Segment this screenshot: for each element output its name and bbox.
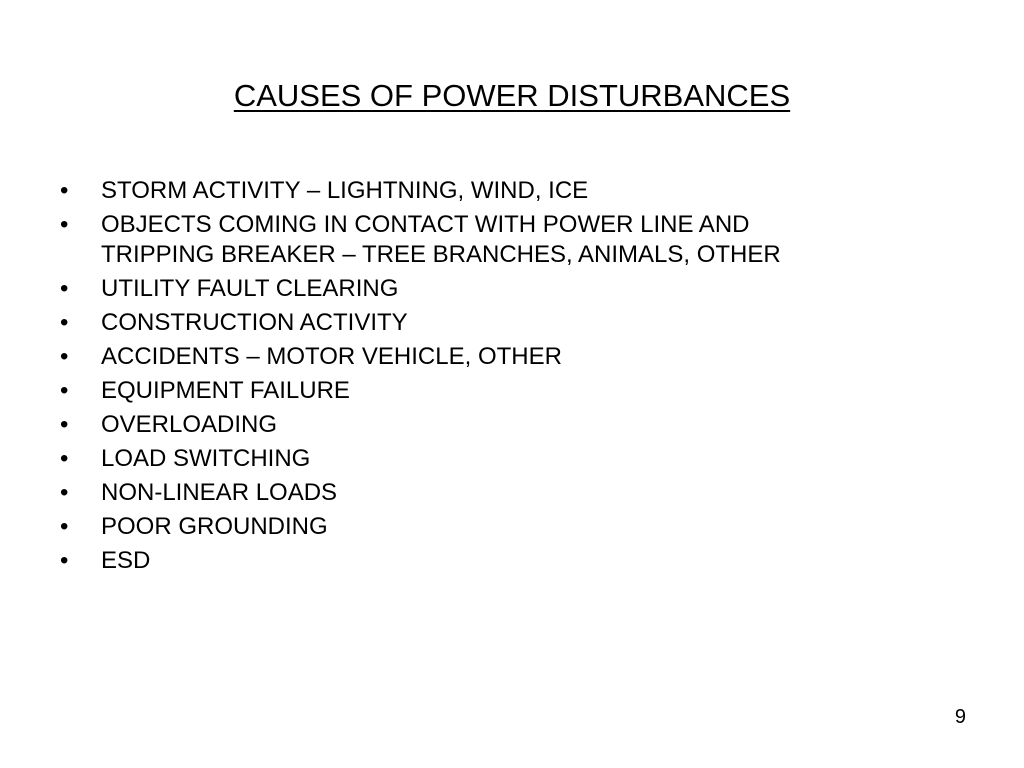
page-number: 9: [954, 706, 966, 728]
bullet-text: NON-LINEAR LOADS: [101, 479, 338, 506]
bullet-item: [60, 478, 960, 508]
bullet-marker: •: [60, 309, 69, 336]
bullet-item: [60, 376, 960, 406]
bullet-item: [60, 444, 960, 474]
bullet-text: LOAD SWITCHING: [101, 445, 311, 472]
bullet-marker: •: [60, 479, 69, 506]
bullet-item: [60, 210, 960, 270]
bullet-item: [60, 308, 960, 338]
bullet-marker: •: [60, 445, 69, 472]
bullet-marker: •: [60, 275, 69, 302]
bullet-text: POOR GROUNDING: [101, 513, 328, 540]
bullet-marker: •: [60, 177, 69, 204]
bullet-marker: •: [60, 377, 69, 404]
bullet-marker: •: [60, 211, 69, 238]
bullet-text: STORM ACTIVITY – LIGHTNING, WIND, ICE: [101, 177, 589, 204]
bullet-text: OBJECTS COMING IN CONTACT WITH POWER LINE AND TRIPPING BREAKER – TREE BRANCHES, ANIMALS, OTHER: [101, 211, 781, 268]
bullet-text: ACCIDENTS – MOTOR VEHICLE, OTHER: [101, 343, 562, 370]
bullet-marker: •: [60, 343, 69, 370]
bullet-text: OVERLOADING: [101, 411, 278, 438]
bullet-marker: •: [60, 547, 69, 574]
bullet-list: [60, 176, 960, 580]
bullet-item: [60, 512, 960, 542]
bullet-text: UTILITY FAULT CLEARING: [101, 275, 399, 302]
bullet-text: CONSTRUCTION ACTIVITY: [101, 309, 408, 336]
bullet-text: EQUIPMENT FAILURE: [101, 377, 350, 404]
bullet-marker: •: [60, 513, 69, 540]
bullet-item: [60, 176, 960, 206]
slide-title: [0, 76, 1024, 116]
bullet-item: [60, 342, 960, 372]
bullet-text: ESD: [101, 547, 151, 574]
bullet-item: [60, 546, 960, 576]
slide-title-text: CAUSES OF POWER DISTURBANCES: [233, 78, 791, 113]
bullet-marker: •: [60, 411, 69, 438]
bullet-item: [60, 274, 960, 304]
bullet-item: [60, 410, 960, 440]
